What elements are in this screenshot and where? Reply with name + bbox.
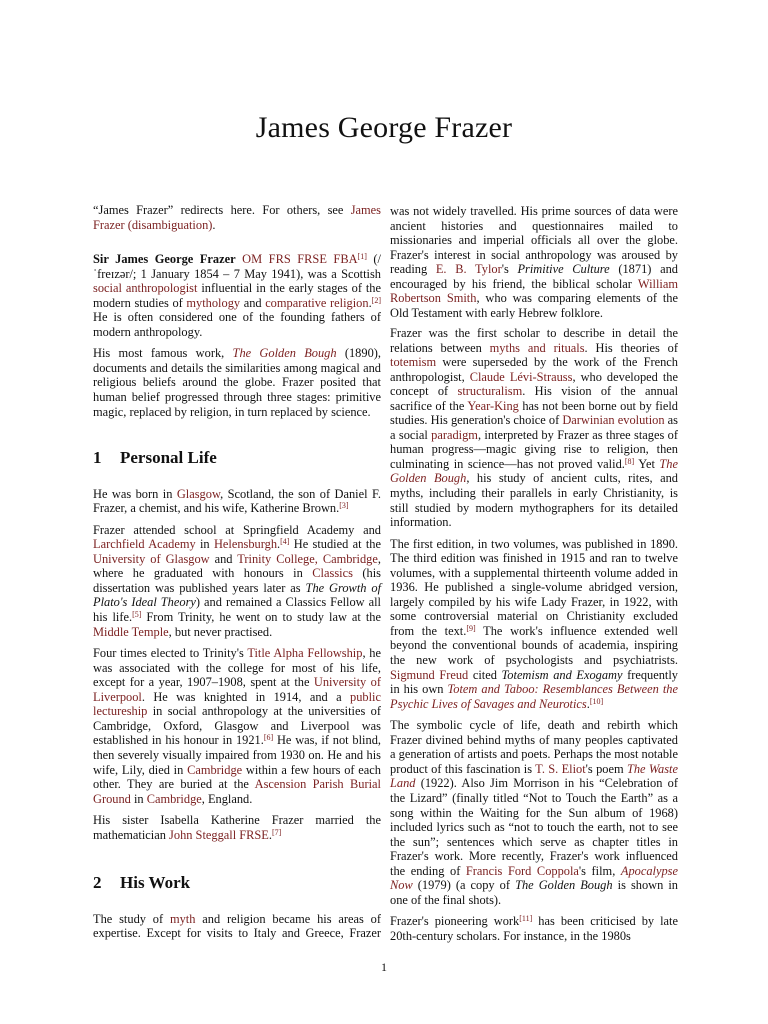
darwinian-evolution-link[interactable]: Darwinian evolution bbox=[562, 413, 665, 428]
editions-paragraph: The first edition, in two volumes, was published in 1890. The third edition was finished in 1915 and ran to twelve volumes, with a supplemental thirteenth volume added in 1936. He published a single-volume abridged version, largely compiled by his wife Lady Frazer, in 1922, with some controversial material on Christianity excluded from the text.[9] The work's influence extended well beyond the conventional bounds of academia, inspiring the new work of psychologists and psychiatrists. Sigmund Freud cited Totemism and Exogamy frequently in his own Totem and Taboo: Resemblances Between the Psychic Lives of Savages and Neurotics.[10] bbox=[390, 536, 679, 711]
citation-11[interactable]: [11] bbox=[519, 914, 533, 924]
citation-9[interactable]: [9] bbox=[466, 623, 476, 633]
section-heading-his-work: 2 His Work bbox=[93, 873, 191, 893]
subject-name: Sir James George Frazer bbox=[93, 252, 236, 267]
comparative-religion-link[interactable]: comparative religion bbox=[265, 295, 369, 310]
golden-bough-link[interactable]: The Golden Bough bbox=[232, 346, 337, 361]
structuralism-link[interactable]: structuralism bbox=[457, 384, 523, 399]
honours-link[interactable]: OM FRS FRSE FBA bbox=[242, 252, 358, 267]
page-number: 1 bbox=[381, 960, 387, 974]
citation-6[interactable]: [6] bbox=[263, 733, 274, 743]
apocalypse-now-link[interactable]: Apocalypse Now bbox=[390, 863, 678, 893]
cambridge-link-2[interactable]: Cambridge bbox=[146, 791, 202, 806]
theories-paragraph: Frazer was the first scholar to describe in detail the relations between myths and rituals. His theories of totemism were superseded by the work of the French anthropologist, Claude Lévi-Strauss, who developed the concept of structuralism. His vision of the annual sacrifice of the Year-King has not been borne out by field studies. His generation's choice of Darwinian evolution as a social paradigm, interpreted by Frazer as three stages of human progress—magic giving rise to religion, then culminating in science—has not proved valid.[8] Yet The Golden Bough, his study of ancient cults, rites, and myths, including their parallels in early Christianity, is still studied by modern mythographers for its detailed information. bbox=[390, 326, 679, 530]
myth-link[interactable]: myth bbox=[169, 911, 196, 926]
larchfield-academy-link[interactable]: Larchfield Academy bbox=[93, 537, 196, 552]
citation-3[interactable]: [3] bbox=[339, 501, 349, 511]
disambiguation-link[interactable]: James Frazer (disambiguation) bbox=[93, 203, 381, 232]
sister-paragraph: His sister Isabella Katherine Frazer married the mathematician John Steggall FRSE.[7] bbox=[93, 813, 381, 842]
intro-paragraph: Sir James George Frazer OM FRS FRSE FBA[1] (/ˈfreɪzər/; 1 January 1854 – 7 May 1941), was a Scottish social anthropologist influential in the early stages of the modern studies of mythology and comparative religion.[2] He is often considered one of the founding fathers of modern anthropology. bbox=[93, 252, 381, 339]
sigmund-freud-link[interactable]: Sigmund Freud bbox=[390, 667, 469, 682]
levi-strauss-link[interactable]: Claude Lévi-Strauss bbox=[469, 369, 573, 384]
career-paragraph: Four times elected to Trinity's Title Alpha Fellowship, he was associated with the college for most of his life, except for a year, 1907–1908, spent at the University of Liverpool. He was knighted in 1914, and a public lectureship in social anthropology at the universities of Cambridge, Oxford, Glasgow and Liverpool was established in his honour in 1921.[6] He was, if not blind, then severely visually impaired from 1930 on. He and his wife, Lily, died in Cambridge within a few hours of each other. They are buried at the Ascension Parish Burial Ground in Cambridge, England. bbox=[93, 646, 381, 806]
university-of-glasgow-link[interactable]: University of Glasgow bbox=[93, 551, 210, 566]
golden-bough-link-2[interactable]: The Golden Bough bbox=[390, 456, 678, 486]
citation-8[interactable]: [8] bbox=[624, 456, 635, 466]
work-paragraph-continued: was not widely travelled. His prime sources of data were ancient histories and questionnaires mailed to missionaries and imperial officials all over the globe. Frazer's interest in social anthropology was aroused by reading E. B. Tylor's Primitive Culture (1871) and encouraged by his friend, the biblical scholar William Robertson Smith, who was comparing elements of the Old Testament with early Hebrew folklore. bbox=[390, 204, 678, 319]
public-lectureship-link[interactable]: public lectureship bbox=[93, 689, 381, 719]
citation-1[interactable]: [1] bbox=[357, 252, 367, 262]
birth-paragraph: He was born in Glasgow, Scotland, the son of Daniel F. Frazer, a chemist, and his wife, Katherine Brown.[3] bbox=[93, 486, 381, 516]
golden-bough-paragraph: His most famous work, The Golden Bough (1890), documents and details the similarities among magical and religious beliefs around the globe. Frazer posited that human belief progressed through three stages: primitive magic, replaced by religion, in turn replaced by science. bbox=[93, 346, 381, 419]
section-heading-personal-life: 1 Personal Life bbox=[93, 448, 217, 468]
totemism-link[interactable]: totemism bbox=[390, 355, 437, 370]
mythology-link[interactable]: mythology bbox=[186, 295, 241, 310]
citation-4[interactable]: [4] bbox=[280, 537, 290, 547]
citation-10[interactable]: [10] bbox=[589, 696, 604, 706]
tylor-link[interactable]: E. B. Tylor bbox=[435, 262, 502, 277]
robertson-smith-link[interactable]: William Robertson Smith bbox=[390, 276, 678, 306]
social-anthropologist-link[interactable]: social anthropologist bbox=[93, 281, 198, 296]
helensburgh-link[interactable]: Helensburgh bbox=[213, 537, 278, 552]
title-alpha-fellowship-link[interactable]: Title Alpha Fellowship bbox=[247, 646, 363, 661]
john-steggall-link[interactable]: John Steggall FRSE bbox=[169, 827, 269, 842]
cambridge-link[interactable]: Cambridge bbox=[187, 762, 243, 777]
left-column bbox=[93, 203, 381, 948]
influence-paragraph: The symbolic cycle of life, death and rebirth which Frazer divined behind myths of many peoples captivated a generation of artists and poets. Perhaps the most notable product of this fascination is T. S. Eliot's poem The Waste Land (1922). Also Jim Morrison in his “Celebration of the Lizard” (finally titled “Not to Touch the Earth” as a song within the Waiting for the Sun album of 1968) included lyrics such as “not to touch the earth, not to see the sun”; sentences which serve as chapter titles in Frazer's work. More recently, Frazer's work influenced the ending of Francis Ford Coppola's film, Apocalypse Now (1979) (a copy of The Golden Bough is shown in one of the final shots). bbox=[390, 718, 679, 907]
classics-link[interactable]: Classics bbox=[312, 566, 353, 581]
coppola-link[interactable]: Francis Ford Coppola bbox=[465, 863, 579, 878]
citation-5[interactable]: [5] bbox=[132, 610, 142, 620]
education-paragraph: Frazer attended school at Springfield Academy and Larchfield Academy in Helensburgh.[4] He studied at the University of Glasgow and Trinity College, Cambridge, where he graduated with honours in Classics (his dissertation was published years later as The Growth of Plato's Ideal Theory) and remained a Classics Fellow all his life.[5] From Trinity, he went on to study law at the Middle Temple, but never practised. bbox=[93, 522, 382, 639]
ts-eliot-link[interactable]: T. S. Eliot bbox=[535, 761, 586, 776]
ascension-burial-ground-link[interactable]: Ascension Parish Burial Ground bbox=[93, 777, 381, 806]
waste-land-link[interactable]: The Waste Land bbox=[390, 761, 679, 791]
myths-and-rituals-link[interactable]: myths and rituals bbox=[489, 340, 585, 355]
work-paragraph-start: The study of myth and religion became his areas of expertise. Except for visits to Italy and Greece, Frazer bbox=[93, 911, 381, 941]
year-king-link[interactable]: Year-King bbox=[467, 398, 519, 413]
totem-and-taboo-link[interactable]: Totem and Taboo: Resemblances Between the Psychic Lives of Savages and Neurotics bbox=[390, 682, 679, 711]
citation-2[interactable]: [2] bbox=[371, 295, 381, 305]
hatnote: “James Frazer” redirects here. For others, see James Frazer (disambiguation). bbox=[93, 203, 381, 232]
paradigm-link[interactable]: paradigm bbox=[431, 427, 478, 442]
page-title: James George Frazer bbox=[255, 111, 513, 144]
glasgow-link[interactable]: Glasgow bbox=[176, 486, 221, 501]
university-of-liverpool-link[interactable]: University of Liverpool bbox=[93, 675, 381, 704]
criticism-paragraph: Frazer's pioneering work[11] has been criticised by late 20th-century scholars. For instance, in the 1980s bbox=[390, 914, 678, 943]
right-column bbox=[390, 204, 678, 950]
citation-7[interactable]: [7] bbox=[271, 827, 282, 837]
trinity-college-link[interactable]: Trinity College, Cambridge bbox=[237, 551, 378, 566]
middle-temple-link[interactable]: Middle Temple bbox=[93, 624, 169, 639]
